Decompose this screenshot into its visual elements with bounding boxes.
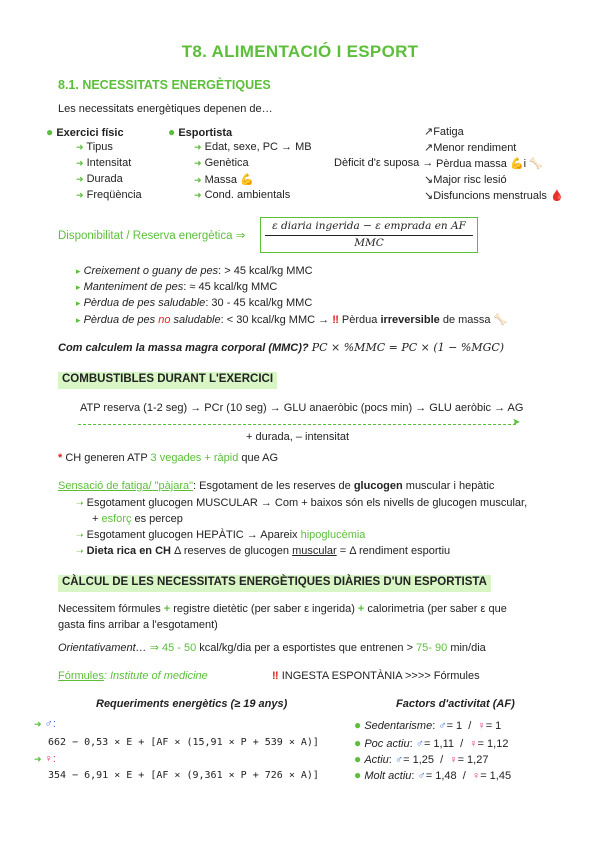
factor-row: ● Actiu: ♂= 1,25 / ♀= 1,27 bbox=[354, 752, 489, 766]
chain-caption: + durada, – intensitat bbox=[246, 431, 350, 443]
intro-text: Les necessitats energètiques depenen de… bbox=[58, 103, 273, 115]
dashed-arrow bbox=[78, 424, 516, 425]
factor-row: ● Sedentarisme: ♂= 1 / ♀= 1 bbox=[354, 718, 502, 732]
needs-line-1: Necessitem fórmules + registre dietètic (per saber ε ingerida) + calorimetria (per saber ε que bbox=[58, 603, 507, 615]
col1-head: ● Exercici físic bbox=[46, 125, 124, 139]
needs-line-2: gasta fins arribar a l'esgotament) bbox=[58, 619, 218, 631]
effect-item: ↗Menor rendiment bbox=[424, 142, 517, 154]
col2-item: ➜ Massa 💪 bbox=[194, 174, 254, 186]
fraction-denominator: MMC bbox=[354, 237, 384, 249]
warning-icon: ‼ bbox=[332, 314, 339, 326]
requeriments-heading: Requeriments energètics (≥ 19 anys) bbox=[96, 698, 288, 710]
female-formula: 354 − 6,91 × E + [AF × (9,361 × P + 726 × A)] bbox=[48, 770, 319, 781]
bullet-item: ▸ Pèrdua de pes saludable: 30 - 45 kcal/kg MMC bbox=[76, 297, 313, 309]
fatiga-line: Sensació de fatiga/ "pàjara": Esgotament de les reserves de glucogen muscular i hepàtic bbox=[58, 480, 495, 492]
col2-item: ➜ Edat, sexe, PC → MB bbox=[194, 141, 312, 153]
section-band-combustibles: COMBUSTIBLES DURANT L'EXERCICI bbox=[58, 372, 277, 389]
ingesta-line: ‼ INGESTA ESPONTÀNIA >>>> Fórmules bbox=[272, 670, 480, 682]
section-heading-1: 8.1. NECESSITATS ENERGÈTIQUES bbox=[58, 78, 271, 92]
disp-label: Disponibilitat / Reserva energètica ⇒ bbox=[58, 230, 246, 242]
bullet-item: ▸ Pèrdua de pes no saludable: < 30 kcal/kg MMC → ‼ Pèrdua irreversible de massa 🦴 bbox=[76, 314, 508, 326]
energy-fraction bbox=[260, 217, 478, 253]
effect-item: ↘Disfuncions menstruals 🩸 bbox=[424, 190, 564, 202]
col2-item: ➜ Genètica bbox=[194, 157, 249, 169]
col2-item: ➜ Cond. ambientals bbox=[194, 189, 291, 201]
male-icon: ♂: bbox=[44, 718, 56, 730]
male-label: ➜ ♂: bbox=[34, 718, 56, 730]
col1-item: ➜ Freqüència bbox=[76, 189, 142, 201]
mmc-line: Com calculem la massa magra corporal (MMC)? PC × %MMC = PC × (1 − %MGC) bbox=[58, 341, 505, 354]
effect-item: ↘Major risc lesió bbox=[424, 174, 507, 186]
col1-item: ➜ Durada bbox=[76, 173, 123, 185]
diet-line: ➝ Dieta rica en CH Δ reserves de glucogen muscular = Δ rendiment esportiu bbox=[76, 545, 451, 557]
effect-item: Pèrdua massa 💪i 🦴 bbox=[436, 158, 543, 170]
warning-icon: ‼ bbox=[272, 670, 279, 682]
hepatic-line: ➝ Esgotament glucogen HEPÀTIC → Apareix hipoglucèmia bbox=[76, 529, 366, 541]
female-label: ➜ ♀: bbox=[34, 753, 56, 765]
muscular-line: ➝ Esgotament glucogen MUSCULAR → Com + baixos són els nivells de glucogen muscular, bbox=[76, 497, 528, 509]
orientative-line: Orientativament… ⇒ 45 - 50 kcal/kg/dia per a esportistes que entrenen > 75- 90 min/dia bbox=[58, 642, 486, 654]
fraction-bar bbox=[265, 235, 473, 236]
factor-row: ● Poc actiu: ♂= 1,11 / ♀= 1,12 bbox=[354, 736, 509, 750]
factor-row: ● Molt actiu: ♂= 1,48 / ♀= 1,45 bbox=[354, 768, 512, 782]
bullet-item: ▸ Manteniment de pes: ≈ 45 kcal/kg MMC bbox=[76, 281, 278, 293]
energy-chain: ATP reserva (1-2 seg) → PCr (10 seg) → GLU anaeròbic (pocs min) → GLU aeròbic → AG bbox=[80, 402, 524, 414]
bullet-item: ▸ Creixement o guany de pes: > 45 kcal/kg MMC bbox=[76, 265, 313, 277]
factors-heading: Factors d'activitat (AF) bbox=[396, 698, 515, 710]
formulas-line: Fórmules: Institute of medicine bbox=[58, 670, 208, 682]
female-icon: ♀: bbox=[44, 753, 56, 765]
male-formula: 662 − 0,53 × E + [AF × (15,91 × P + 539 × A)] bbox=[48, 737, 319, 748]
section-band-calcul: CÀLCUL DE LES NECESSITATS ENERGÈTIQUES DIÀRIES D'UN ESPORTISTA bbox=[58, 575, 491, 592]
ch-note: * CH generen ATP 3 vegades + ràpid que AG bbox=[58, 452, 279, 464]
col1-item: ➜ Tipus bbox=[76, 141, 113, 153]
effect-item: ↗Fatiga bbox=[424, 126, 464, 138]
arrow-head-icon: ➤ bbox=[512, 417, 521, 428]
bullet-dot-icon: ● bbox=[168, 125, 176, 139]
fraction-numerator: ε diaria ingerida − ε emprada en AF bbox=[272, 220, 466, 232]
page-title: T8. ALIMENTACIÓ I ESPORT bbox=[181, 42, 419, 61]
bullet-dot-icon: ● bbox=[46, 125, 54, 139]
col1-item: ➜ Intensitat bbox=[76, 157, 132, 169]
muscular-line-2: + esforç es percep bbox=[92, 513, 183, 525]
deficit-label: Dèficit d'ε suposa → bbox=[334, 157, 434, 169]
col2-head: ● Esportista bbox=[168, 125, 233, 139]
